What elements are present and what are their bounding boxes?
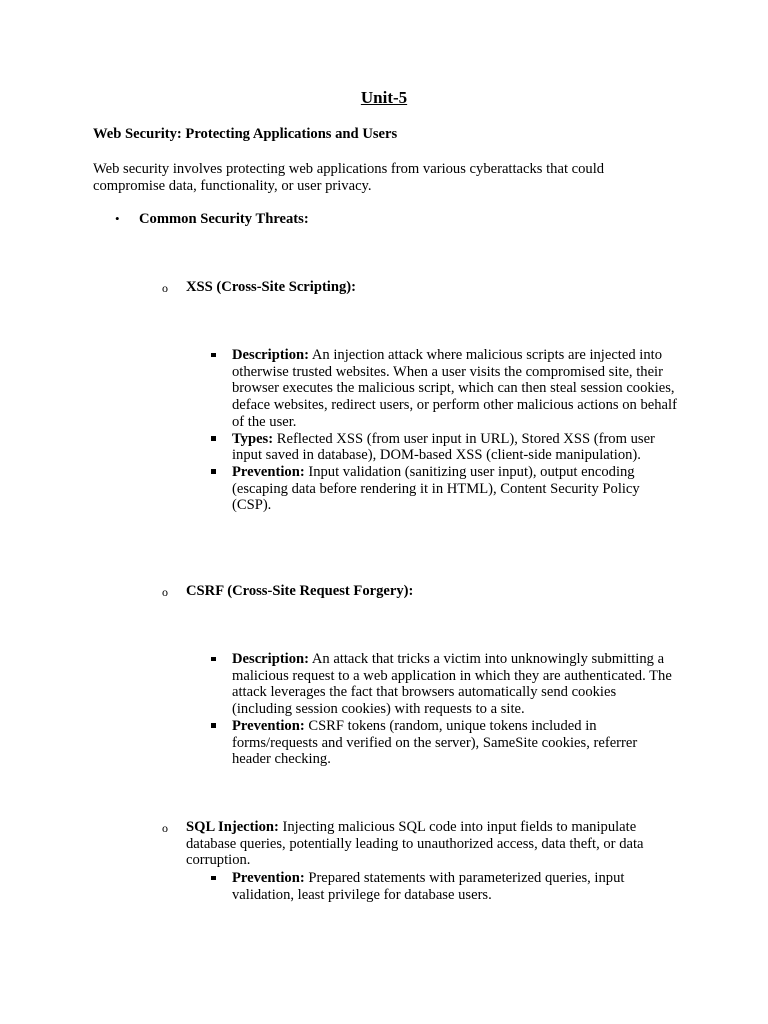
sqli-list — [0, 870, 768, 903]
square-bullet-icon — [211, 436, 216, 441]
sub-bullet-icon: o — [162, 281, 168, 295]
item-label: Prevention: — [232, 870, 305, 886]
intro-paragraph: Web security involves protecting web applications from various cyberattacks that could compromise data, functionality, or user privacy. — [93, 161, 605, 194]
square-bullet-icon — [211, 657, 216, 662]
sqli-label: SQL Injection: — [186, 819, 279, 835]
square-bullet-icon — [211, 876, 216, 881]
item-text: Reflected XSS (from user input in URL), Stored XSS (from user input saved in database), DOM-based XSS (client-side manipulation). — [232, 430, 655, 464]
list-item — [0, 464, 677, 514]
item-label: Prevention: — [232, 717, 305, 734]
csrf-list — [0, 651, 768, 768]
sqli-text: Injecting malicious SQL code into input fields to manipulate database queries, potentially leading to unauthorized access, data theft, or data corruption. — [186, 819, 644, 869]
item-text: Input validation (sanitizing user input), output encoding (escaping data before rendering it in HTML), Content Security Policy (CSP). — [232, 463, 640, 514]
item-text: CSRF tokens (random, unique tokens included in forms/requests and verified on the server), SameSite cookies, referrer header checking. — [232, 717, 638, 768]
list-item — [0, 431, 677, 464]
list-item — [0, 347, 677, 431]
square-bullet-icon — [211, 353, 216, 358]
xss-list — [0, 347, 768, 514]
threats-heading: Common Security Threats: — [139, 211, 309, 227]
item-text: Prepared statements with parameterized queries, input validation, least privilege for database users. — [232, 870, 625, 903]
item-label: Prevention: — [232, 463, 305, 480]
list-item — [0, 718, 677, 768]
csrf-title: CSRF (Cross-Site Request Forgery): — [186, 583, 414, 599]
xss-title: XSS (Cross-Site Scripting): — [186, 279, 356, 295]
item-label: Description: — [232, 347, 310, 363]
sub-bullet-icon: o — [162, 585, 168, 599]
page-title: Unit-5 — [360, 88, 408, 107]
sub-bullet-icon: o — [162, 821, 168, 835]
item-text: An attack that tricks a victim into unknowingly submitting a malicious request to a web application in which they are authenticated. The attack leverages the fact that browsers automatically send cookies (including session cookies) with requests to a site. — [232, 651, 672, 718]
item-label: Types: — [232, 430, 274, 447]
list-item — [0, 870, 677, 903]
list-item — [0, 651, 677, 718]
square-bullet-icon — [211, 469, 216, 474]
bullet-icon: • — [115, 211, 120, 226]
section-heading: Web Security: Protecting Applications and Users — [93, 126, 398, 142]
square-bullet-icon — [211, 723, 216, 728]
sqli-paragraph — [186, 819, 686, 869]
item-text: An injection attack where malicious scripts are injected into otherwise trusted websites. When a user visits the compromised site, their browser executes the malicious script, which can then steal session cookies, deface websites, redirect users, or perform other malicious actions on behalf of the user. — [232, 347, 677, 430]
item-label: Description: — [232, 651, 310, 667]
